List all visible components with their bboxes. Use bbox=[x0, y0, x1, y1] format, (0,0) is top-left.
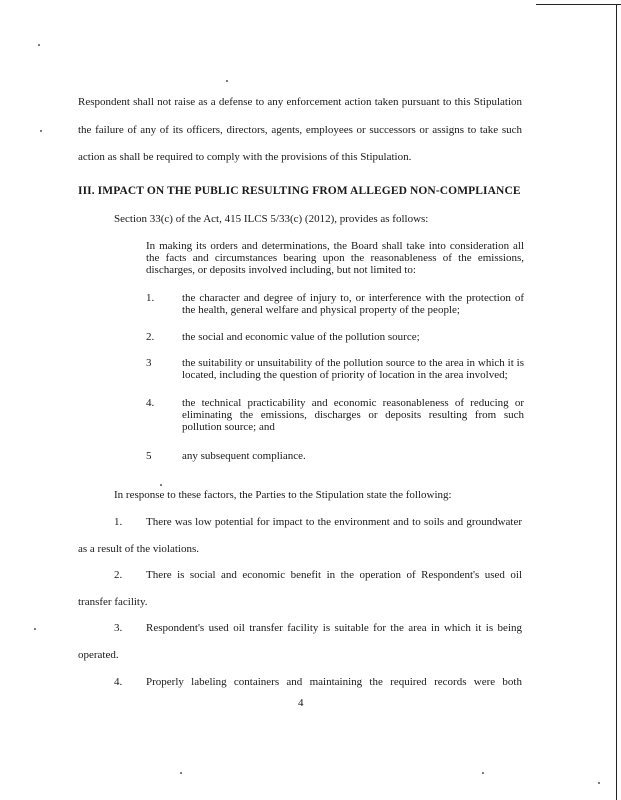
scan-speck bbox=[34, 628, 36, 630]
scan-speck bbox=[598, 782, 600, 784]
quote-item-text: any subsequent compliance. bbox=[182, 450, 306, 462]
response-line: There was low potential for impact to the environment and to soils and groundwater bbox=[146, 516, 522, 528]
quote-item-text: the suitability or unsuitability of the pollution source to the area in which it is located, including the question of priority of location in the area involved; bbox=[182, 357, 524, 381]
response-line: transfer facility. bbox=[78, 596, 148, 608]
scan-speck bbox=[38, 44, 40, 46]
quote-item-text: the character and degree of injury to, or interference with the protection of the health, general welfare and physical property of the people; bbox=[182, 292, 524, 316]
response-number: 4. bbox=[114, 676, 123, 688]
page-edge-right bbox=[616, 4, 617, 800]
quote-intro: In making its orders and determinations, the Board shall take into consideration all the facts and circumstances bearing upon the reasonableness of the emissions, discharges, or deposits involved including, but not limited to: bbox=[146, 240, 524, 276]
response-line: as a result of the violations. bbox=[78, 543, 199, 555]
page-edge-top bbox=[536, 4, 621, 5]
quote-item-number: 3 bbox=[146, 357, 152, 369]
scan-speck bbox=[160, 484, 162, 486]
intro-line-3: action as shall be required to comply with the provisions of this Stipulation. bbox=[78, 151, 412, 163]
response-line: Respondent's used oil transfer facility is suitable for the area in which it is being bbox=[146, 622, 522, 634]
response-number: 1. bbox=[114, 516, 123, 528]
scan-speck bbox=[180, 772, 182, 774]
response-number: 3. bbox=[114, 622, 123, 634]
section-heading: III. IMPACT ON THE PUBLIC RESULTING FROM ALLEGED NON-COMPLIANCE bbox=[78, 185, 521, 197]
scan-speck bbox=[482, 772, 484, 774]
section-intro: Section 33(c) of the Act, 415 ILCS 5/33(c) (2012), provides as follows: bbox=[114, 213, 429, 225]
quote-item-number: 2. bbox=[146, 331, 155, 343]
quote-item-number: 5 bbox=[146, 450, 152, 462]
page-number: 4 bbox=[298, 697, 304, 709]
response-line: There is social and economic benefit in the operation of Respondent's used oil bbox=[146, 569, 522, 581]
response-line: operated. bbox=[78, 649, 119, 661]
scan-speck bbox=[40, 130, 42, 132]
response-number: 2. bbox=[114, 569, 123, 581]
response-line: Properly labeling containers and maintaining the required records were both bbox=[146, 676, 522, 688]
quote-item-text: the social and economic value of the pollution source; bbox=[182, 331, 420, 343]
intro-line-2: the failure of any of its officers, directors, agents, employees or successors or assigns to take such bbox=[78, 124, 522, 136]
quote-item-number: 1. bbox=[146, 292, 155, 304]
quote-item-number: 4. bbox=[146, 397, 155, 409]
response-intro: In response to these factors, the Parties to the Stipulation state the following: bbox=[114, 489, 452, 501]
quote-item-text: the technical practicability and economic reasonableness of reducing or eliminating the emissions, discharges or deposits resulting from such pollution source; and bbox=[182, 397, 524, 433]
scan-speck bbox=[226, 80, 228, 82]
intro-line-1: Respondent shall not raise as a defense to any enforcement action taken pursuant to this Stipulation bbox=[78, 96, 522, 108]
